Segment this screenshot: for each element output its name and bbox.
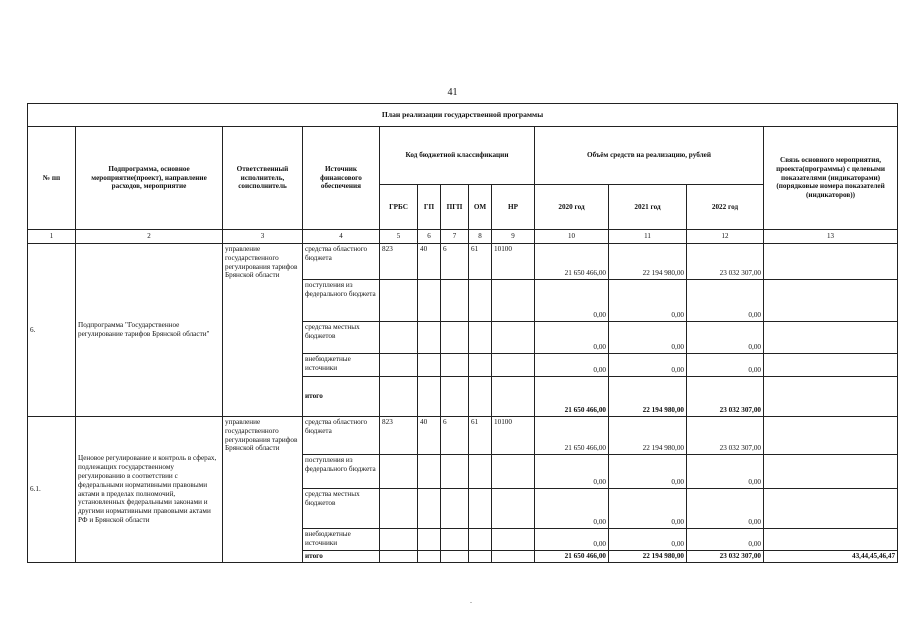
code-nr — [492, 455, 535, 489]
code-om: 61 — [469, 417, 492, 455]
column-number: 1 — [28, 230, 76, 244]
header-row-1 — [28, 127, 898, 185]
column-number: 13 — [764, 230, 898, 244]
code-nr — [492, 551, 535, 563]
amount-2022: 0,00 — [687, 322, 764, 354]
row-number: 6.1. — [28, 417, 76, 563]
indicator-numbers-empty — [764, 354, 898, 377]
code-pgp — [441, 455, 469, 489]
amount-2021: 22 194 980,00 — [609, 551, 687, 563]
amount-2020: 0,00 — [535, 322, 609, 354]
code-om — [469, 377, 492, 417]
header-2020: 2020 год — [535, 185, 609, 230]
amount-2020: 21 650 466,00 — [535, 377, 609, 417]
code-pgp — [441, 354, 469, 377]
code-gp: 40 — [418, 244, 441, 280]
caption-row — [28, 104, 898, 127]
indicator-numbers — [764, 377, 898, 417]
code-nr — [492, 322, 535, 354]
row-number: 6. — [28, 244, 76, 417]
code-grbs — [380, 354, 418, 377]
amount-2022: 0,00 — [687, 455, 764, 489]
amount-2020: 21 650 466,00 — [535, 551, 609, 563]
amount-2022: 23 032 307,00 — [687, 551, 764, 563]
table-row — [28, 417, 898, 455]
amount-2020: 21 650 466,00 — [535, 244, 609, 280]
amount-2021: 22 194 980,00 — [609, 417, 687, 455]
amount-2021: 0,00 — [609, 529, 687, 551]
code-grbs — [380, 377, 418, 417]
scan-mark: . — [470, 596, 472, 605]
amount-2021: 0,00 — [609, 322, 687, 354]
header-budget-code: Код бюджетной классификации — [380, 127, 535, 185]
indicator-numbers-empty — [764, 489, 898, 529]
header-funding: Объём средств на реализацию, рублей — [535, 127, 764, 185]
column-number: 6 — [418, 230, 441, 244]
header-2022: 2022 год — [687, 185, 764, 230]
plan-table — [27, 103, 898, 563]
amount-2021: 0,00 — [609, 489, 687, 529]
header-gp: ГП — [418, 185, 441, 230]
code-grbs — [380, 455, 418, 489]
code-grbs — [380, 322, 418, 354]
code-pgp — [441, 322, 469, 354]
indicator-numbers: 43,44,45,46,47 — [764, 551, 898, 563]
code-nr — [492, 280, 535, 322]
header-grbs: ГРБС — [380, 185, 418, 230]
code-nr — [492, 354, 535, 377]
code-pgp — [441, 551, 469, 563]
column-number: 5 — [380, 230, 418, 244]
executor: управление государственного регулирования тарифов Брянской области — [223, 417, 303, 563]
header-num: № пп — [28, 127, 76, 230]
amount-2020: 0,00 — [535, 455, 609, 489]
indicator-numbers-empty — [764, 529, 898, 551]
funding-source: средства местных бюджетов — [303, 322, 380, 354]
code-om — [469, 551, 492, 563]
subprogram-name: Ценовое регулирование и контроль в сферах, подлежащих государственному регулированию в соответствии с федеральными нормативными правовыми актами в пределах полномочий, установленных федеральными законами и другими нормативными правовыми актами РФ и Брянской области — [76, 417, 223, 563]
column-number: 10 — [535, 230, 609, 244]
amount-2021: 0,00 — [609, 455, 687, 489]
indicator-numbers-empty — [764, 244, 898, 280]
amount-2022: 0,00 — [687, 354, 764, 377]
code-pgp — [441, 377, 469, 417]
header-pgp: ПГП — [441, 185, 469, 230]
code-om — [469, 489, 492, 529]
code-om — [469, 529, 492, 551]
amount-2021: 22 194 980,00 — [609, 377, 687, 417]
column-number-row — [28, 230, 898, 244]
header-source: Источник финансового обеспечения — [303, 127, 380, 230]
code-pgp — [441, 529, 469, 551]
code-om — [469, 354, 492, 377]
executor: управление государственного регулирования тарифов Брянской области — [223, 244, 303, 417]
subprogram-name: Подпрограмма "Государственное регулирование тарифов Брянской области" — [76, 244, 223, 417]
code-nr: 10100 — [492, 417, 535, 455]
amount-2020: 0,00 — [535, 489, 609, 529]
column-number: 2 — [76, 230, 223, 244]
header-om: ОМ — [469, 185, 492, 230]
code-gp — [418, 377, 441, 417]
indicator-numbers-empty — [764, 455, 898, 489]
code-grbs — [380, 529, 418, 551]
code-gp — [418, 455, 441, 489]
code-grbs: 823 — [380, 417, 418, 455]
funding-source: внебюджетные источники — [303, 354, 380, 377]
code-nr — [492, 529, 535, 551]
amount-2022: 0,00 — [687, 280, 764, 322]
code-pgp: 6 — [441, 244, 469, 280]
amount-2022: 23 032 307,00 — [687, 377, 764, 417]
code-nr — [492, 489, 535, 529]
column-number: 12 — [687, 230, 764, 244]
header-subprogram: Подпрограмма, основное мероприятие(проект), направление расходов, мероприятие — [76, 127, 223, 230]
code-om — [469, 455, 492, 489]
code-grbs — [380, 489, 418, 529]
code-gp — [418, 489, 441, 529]
code-om: 61 — [469, 244, 492, 280]
indicator-numbers-empty — [764, 417, 898, 455]
indicator-numbers-empty — [764, 322, 898, 354]
code-gp — [418, 354, 441, 377]
table-row — [28, 244, 898, 280]
code-om — [469, 322, 492, 354]
code-nr — [492, 377, 535, 417]
amount-2020: 21 650 466,00 — [535, 417, 609, 455]
code-grbs — [380, 551, 418, 563]
code-grbs — [380, 280, 418, 322]
amount-2022: 23 032 307,00 — [687, 417, 764, 455]
amount-2021: 0,00 — [609, 280, 687, 322]
page-number: 41 — [447, 87, 458, 98]
amount-2020: 0,00 — [535, 280, 609, 322]
code-nr: 10100 — [492, 244, 535, 280]
column-number: 4 — [303, 230, 380, 244]
header-executor: Ответственный исполнитель, соисполнитель — [223, 127, 303, 230]
column-number: 11 — [609, 230, 687, 244]
funding-source: средства областного бюджета — [303, 417, 380, 455]
header-indicator-link: Связь основного мероприятия, проекта(программы) с целевыми показателями (индикаторами) (порядковые номера показателей (индикаторов)) — [764, 127, 898, 230]
funding-source: итого — [303, 377, 380, 417]
code-om — [469, 280, 492, 322]
column-number: 9 — [492, 230, 535, 244]
amount-2021: 22 194 980,00 — [609, 244, 687, 280]
funding-source: поступления из федерального бюджета — [303, 455, 380, 489]
column-number: 7 — [441, 230, 469, 244]
amount-2022: 23 032 307,00 — [687, 244, 764, 280]
amount-2022: 0,00 — [687, 529, 764, 551]
code-pgp: 6 — [441, 417, 469, 455]
code-grbs: 823 — [380, 244, 418, 280]
amount-2021: 0,00 — [609, 354, 687, 377]
code-gp — [418, 280, 441, 322]
column-number: 8 — [469, 230, 492, 244]
code-gp: 40 — [418, 417, 441, 455]
column-number: 3 — [223, 230, 303, 244]
table-caption: План реализации государственной программы — [28, 104, 898, 127]
code-pgp — [441, 280, 469, 322]
funding-source: средства областного бюджета — [303, 244, 380, 280]
amount-2022: 0,00 — [687, 489, 764, 529]
funding-source: средства местных бюджетов — [303, 489, 380, 529]
code-gp — [418, 322, 441, 354]
funding-source: внебюджетные источники — [303, 529, 380, 551]
code-gp — [418, 551, 441, 563]
header-nr: НР — [492, 185, 535, 230]
amount-2020: 0,00 — [535, 529, 609, 551]
funding-source: итого — [303, 551, 380, 563]
code-gp — [418, 529, 441, 551]
header-2021: 2021 год — [609, 185, 687, 230]
indicator-numbers-empty — [764, 280, 898, 322]
funding-source: поступления из федерального бюджета — [303, 280, 380, 322]
amount-2020: 0,00 — [535, 354, 609, 377]
code-pgp — [441, 489, 469, 529]
